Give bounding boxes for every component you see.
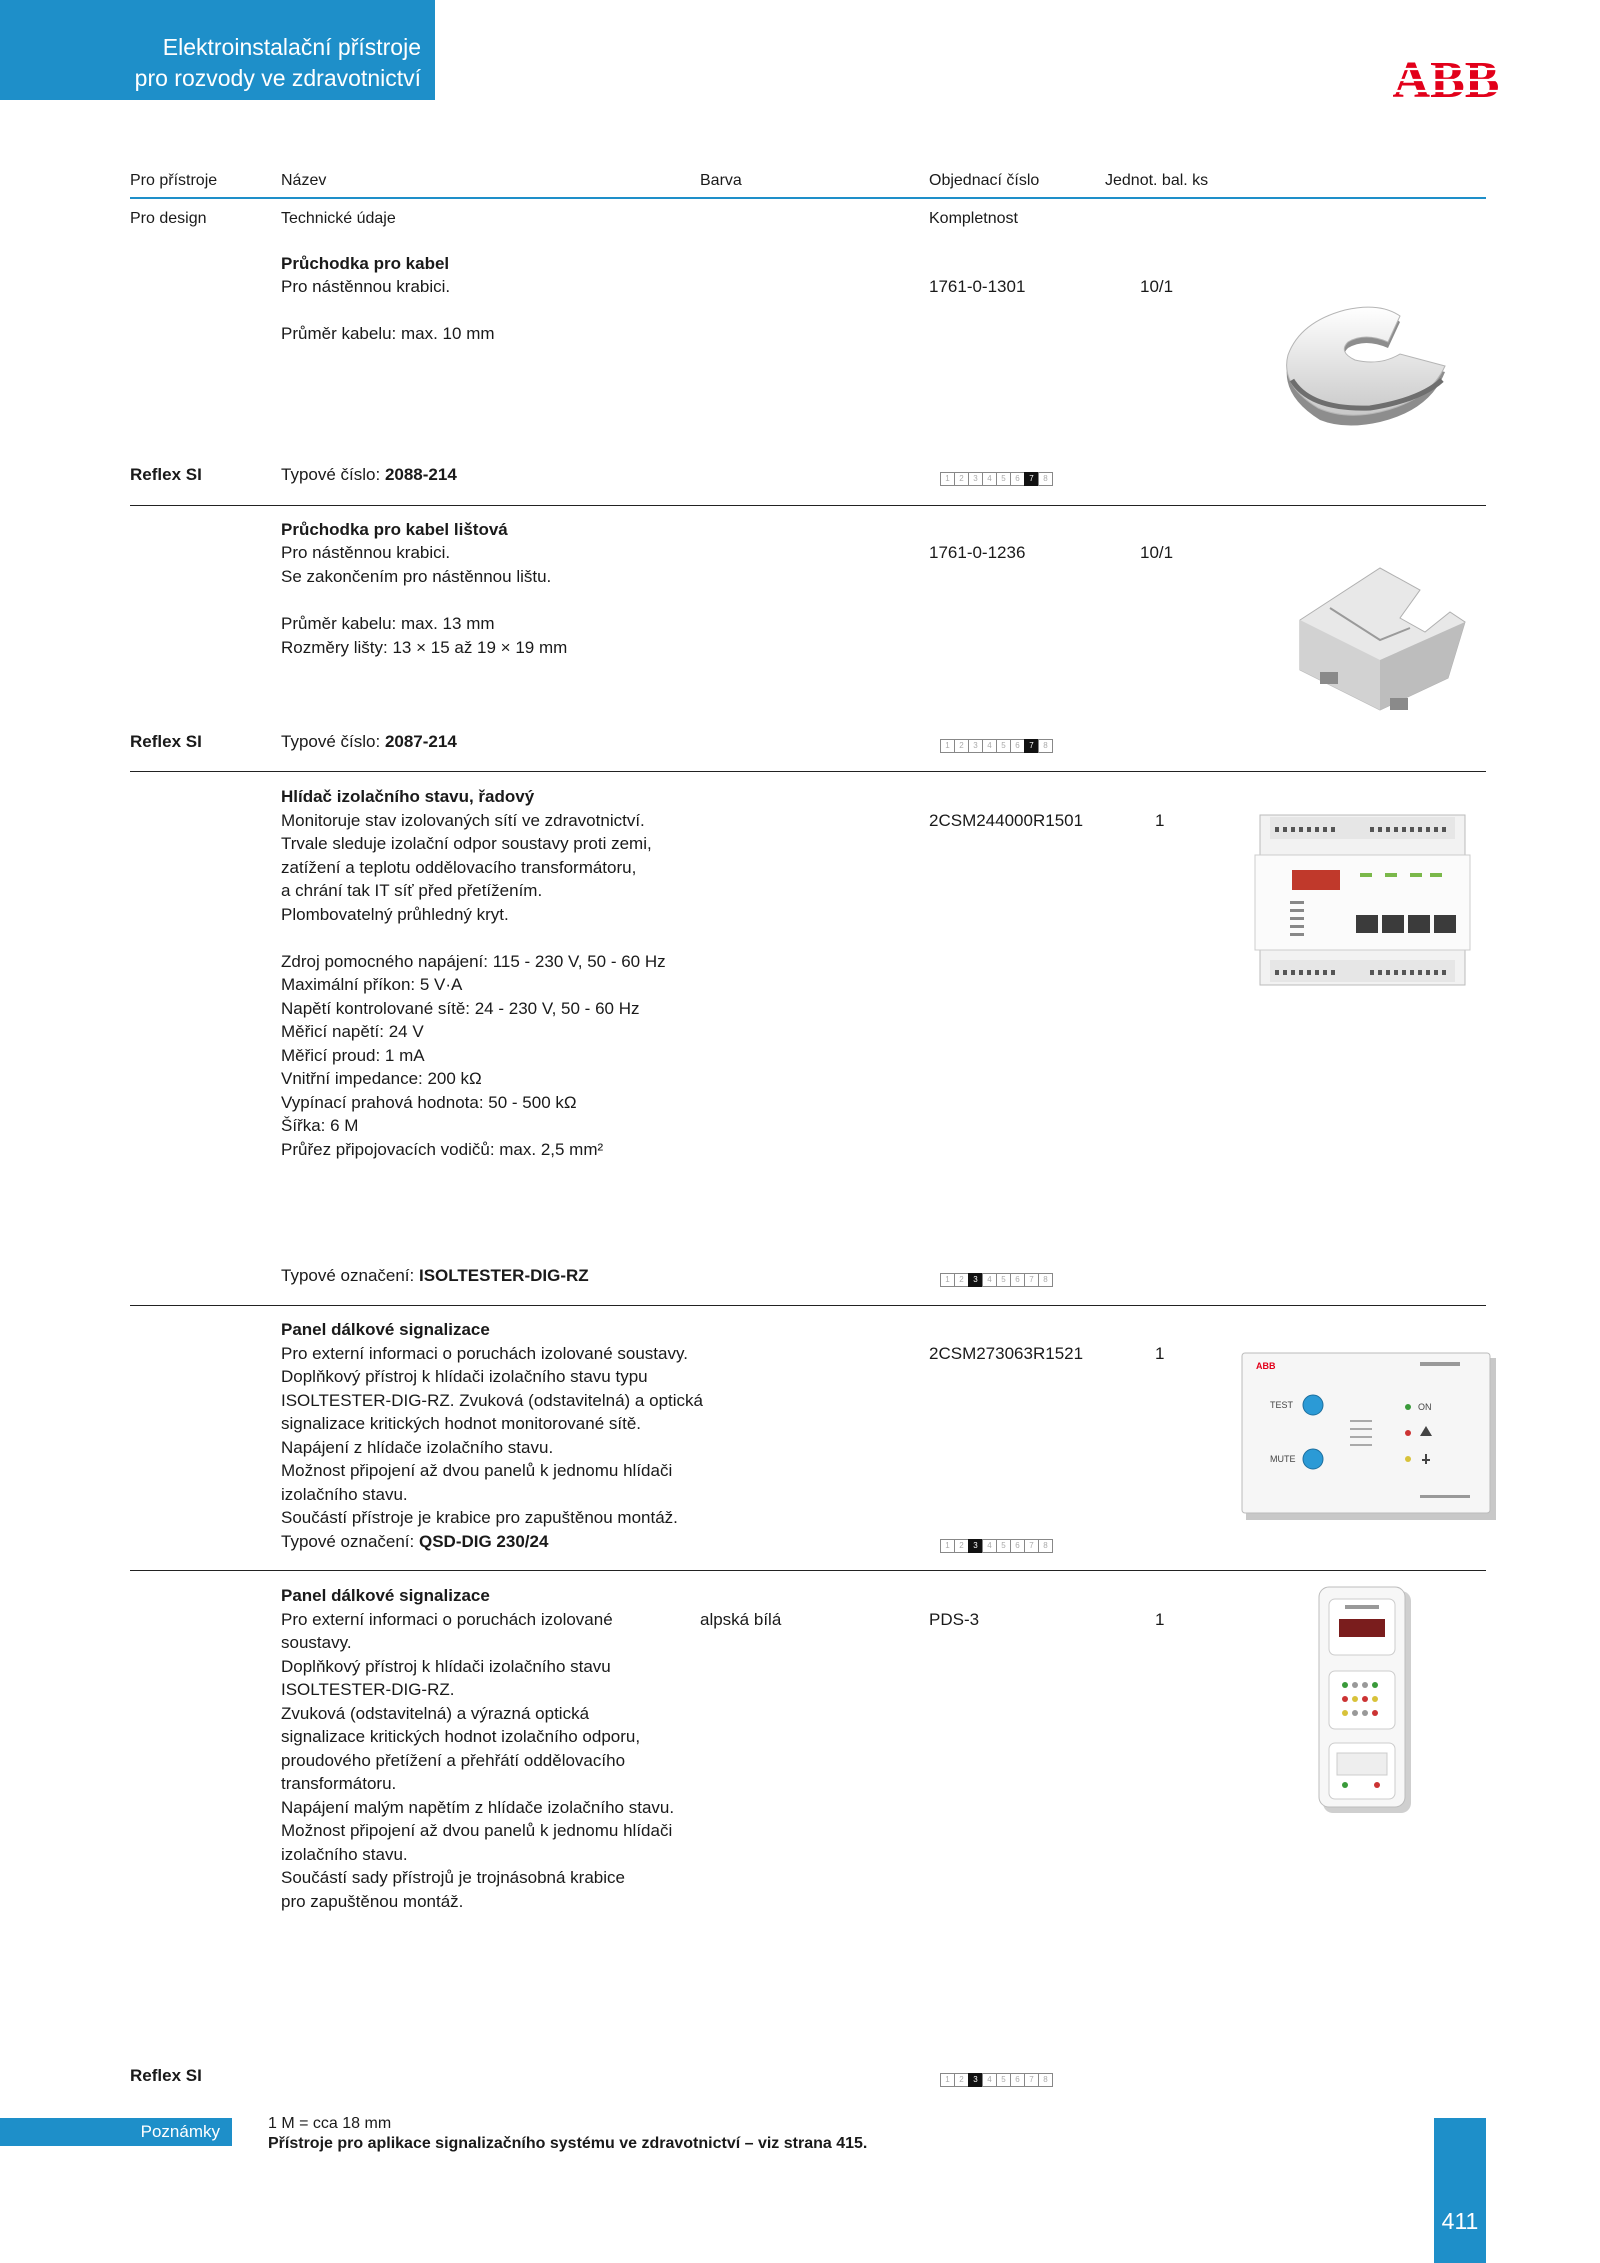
module-scale-cell: 3 [968,739,983,753]
module-scale-3 [940,1273,1052,1286]
remote-signal-panel-image [1240,1350,1500,1525]
product-5-desc: transformátoru. [281,1774,397,1793]
page-number-tab [1434,2118,1486,2263]
type-number-2: Typové číslo: 2087-214 [281,732,457,751]
module-scale-cell: 7 [1024,1539,1039,1553]
module-scale-cell: 6 [1010,1539,1025,1553]
module-scale-cell: 1 [940,739,955,753]
module-scale-cell: 5 [996,2073,1011,2087]
module-scale-cell: 2 [954,739,969,753]
product-2-desc: Průměr kabelu: max. 13 mm [281,614,495,633]
pds3-panel-image [1315,1585,1415,1815]
module-scale-cell: 2 [954,1539,969,1553]
product-4-pack: 1 [1155,1344,1165,1363]
module-scale-cell: 8 [1038,1273,1053,1287]
product-5-desc: Možnost připojení až dvou panelů k jednomu hlídači [281,1821,673,1840]
product-5-desc: Součástí sady přístrojů je trojnásobná krabice [281,1868,625,1887]
product-3-desc: Monitoruje stav izolovaných sítí ve zdravotnictví. [281,811,645,830]
module-scale-cell: 4 [982,739,997,753]
type-number-1: Typové číslo: 2088-214 [281,465,457,484]
module-scale-cell: 7 [1024,2073,1039,2087]
module-scale-cell: 5 [996,1539,1011,1553]
module-scale-cell: 1 [940,472,955,486]
svg-text:ABB: ABB [1392,55,1500,101]
module-scale-cell: 7 [1024,472,1039,486]
product-2-desc: Pro nástěnnou krabici. [281,543,451,562]
product-2-desc: Se zakončením pro nástěnnou lištu. [281,567,552,586]
module-scale-cell: 8 [1038,739,1053,753]
product-3-spec: Vypínací prahová hodnota: 50 - 500 kΩ [281,1093,577,1112]
product-5-desc: Napájení malým napětím z hlídače izolačního stavu. [281,1798,675,1817]
product-4-desc: ISOLTESTER-DIG-RZ. Zvuková (odstavitelná) a optická [281,1391,703,1410]
product-4-order-no: 2CSM273063R1521 [929,1344,1084,1363]
col-jednot-bal: Jednot. bal. ks [1105,172,1209,189]
section-divider [130,505,1486,506]
product-5-title: Panel dálkové signalizace [281,1586,490,1605]
product-3-order-no: 2CSM244000R1501 [929,811,1084,830]
product-2-pack: 10/1 [1140,543,1174,562]
product-3-spec: Měřicí proud: 1 mA [281,1046,425,1065]
product-3-desc: zatížení a teplotu oddělovacího transformátoru, [281,858,637,877]
product-5-desc: proudového přetížení a přehřátí oddělovacího [281,1751,626,1770]
header-title-line1: Elektroinstalační přístroje [162,34,421,60]
module-scale-5 [940,2073,1052,2086]
module-scale-cell: 6 [1010,1273,1025,1287]
module-scale-cell: 3 [968,472,983,486]
module-scale-cell: 7 [1024,739,1039,753]
product-4-desc: signalizace kritických hodnot monitorované sítě. [281,1414,642,1433]
module-scale-cell: 3 [968,1273,983,1287]
module-scale-cell: 3 [968,1539,983,1553]
product-5-desc: soustavy. [281,1633,352,1652]
module-scale-cell: 6 [1010,472,1025,486]
product-3-spec: Měřicí napětí: 24 V [281,1022,424,1041]
product-5-pack: 1 [1155,1610,1165,1629]
section-divider [130,1570,1486,1571]
col-pro-design: Pro design [130,210,207,227]
product-5-desc: Pro externí informaci o poruchách izolované [281,1610,613,1629]
product-4-desc: Napájení z hlídače izolačního stavu. [281,1438,554,1457]
notes-label: Poznámky [140,2122,220,2141]
module-scale-cell: 6 [1010,739,1025,753]
product-2-title: Průchodka pro kabel lištová [281,520,508,539]
col-pro-pristroje: Pro přístroje [130,172,218,189]
notes-label-bar [0,2118,232,2146]
module-scale-4 [940,1539,1052,1552]
product-3-spec: Zdroj pomocného napájení: 115 - 230 V, 50 - 60 Hz [281,952,666,971]
module-scale-cell: 4 [982,1539,997,1553]
module-scale-cell: 8 [1038,472,1053,486]
module-scale-cell: 8 [1038,1539,1053,1553]
product-1-pack: 10/1 [1140,277,1174,296]
product-3-desc: Trvale sleduje izolační odpor soustavy proti zemi, [281,834,652,853]
module-scale-cell: 2 [954,472,969,486]
abb-logo [1388,55,1504,101]
product-3-spec: Napětí kontrolované sítě: 24 - 230 V, 50 - 60 Hz [281,999,640,1018]
module-scale-cell: 1 [940,2073,955,2087]
section-divider [130,1305,1486,1306]
product-3-pack: 1 [1155,811,1165,830]
product-1-desc: Pro nástěnnou krabici. [281,277,451,296]
product-4-desc: Doplňkový přístroj k hlídači izolačního stavu typu [281,1367,648,1386]
cable-grommet-duct-image [1270,560,1470,715]
module-scale-cell: 8 [1038,2073,1053,2087]
product-5-desc: pro zapuštěnou montáž. [281,1892,464,1911]
col-objednaci-cislo: Objednací číslo [929,172,1040,189]
header-divider [130,197,1486,199]
module-scale-2 [940,739,1052,752]
module-scale-cell: 5 [996,472,1011,486]
col-technicke-udaje: Technické údaje [281,210,396,227]
type-designation-3: Typové označení: ISOLTESTER-DIG-RZ [281,1266,589,1285]
module-scale-cell: 4 [982,2073,997,2087]
product-1-title: Průchodka pro kabel [281,254,450,273]
notes-line-1: 1 M = cca 18 mm [268,2115,392,2132]
product-5-desc: Zvuková (odstavitelná) a výrazná optická [281,1704,590,1723]
header-title-line2: pro rozvody ve zdravotnictví [134,65,421,91]
design-label-2: Reflex SI [130,732,202,751]
module-scale-cell: 5 [996,739,1011,753]
svg-text:TEST: TEST [1270,1400,1294,1410]
header-banner [0,0,435,100]
product-4-desc: izolačního stavu. [281,1485,408,1504]
product-2-order-no: 1761-0-1236 [929,543,1026,562]
product-3-spec: Maximální příkon: 5 V·A [281,975,463,994]
product-5-order-no: PDS-3 [929,1610,980,1629]
page-number: 411 [1441,2208,1479,2234]
svg-text:MUTE: MUTE [1270,1454,1296,1464]
notes-line-2: Přístroje pro aplikace signalizačního systému ve zdravotnictví – viz strana 415. [268,2135,868,2152]
module-scale-cell: 4 [982,472,997,486]
product-1-order-no: 1761-0-1301 [929,277,1026,296]
module-scale-cell: 6 [1010,2073,1025,2087]
product-3-title: Hlídač izolačního stavu, řadový [281,787,535,806]
product-3-spec: Šířka: 6 M [281,1116,359,1135]
svg-text:ON: ON [1418,1402,1432,1412]
cable-grommet-image [1270,300,1470,435]
product-5-desc: izolačního stavu. [281,1845,408,1864]
module-scale-1 [940,472,1052,485]
product-3-desc: a chrání tak IT síť před přetížením. [281,881,543,900]
product-3-desc: Plombovatelný průhledný kryt. [281,905,509,924]
module-scale-cell: 3 [968,2073,983,2087]
col-nazev: Název [281,172,327,189]
product-2-desc: Rozměry lišty: 13 × 15 až 19 × 19 mm [281,638,568,657]
insulation-monitor-image [1250,805,1475,995]
col-barva: Barva [700,172,742,189]
col-kompletnost: Kompletnost [929,210,1018,227]
product-4-desc: Součástí přístroje je krabice pro zapuštěnou montáž. [281,1508,678,1527]
product-3-spec: Vnitřní impedance: 200 kΩ [281,1069,482,1088]
product-3-spec: Průřez připojovacích vodičů: max. 2,5 mm² [281,1140,604,1159]
module-scale-cell: 4 [982,1273,997,1287]
product-4-title: Panel dálkové signalizace [281,1320,490,1339]
module-scale-cell: 1 [940,1539,955,1553]
product-5-desc: signalizace kritických hodnot izolačního odporu, [281,1727,641,1746]
product-4-desc: Možnost připojení až dvou panelů k jednomu hlídači [281,1461,673,1480]
type-designation-4: Typové označení: QSD-DIG 230/24 [281,1532,549,1551]
product-5-desc: Doplňkový přístroj k hlídači izolačního stavu [281,1657,611,1676]
module-scale-cell: 2 [954,1273,969,1287]
product-4-desc: Pro externí informaci o poruchách izolované soustavy. [281,1344,688,1363]
module-scale-cell: 7 [1024,1273,1039,1287]
product-5-desc: ISOLTESTER-DIG-RZ. [281,1680,455,1699]
svg-text:ABB: ABB [1256,1361,1276,1371]
product-5-color: alpská bílá [700,1610,782,1629]
design-label-1: Reflex SI [130,465,202,484]
module-scale-cell: 2 [954,2073,969,2087]
module-scale-cell: 5 [996,1273,1011,1287]
section-divider [130,771,1486,772]
module-scale-cell: 1 [940,1273,955,1287]
product-1-desc: Průměr kabelu: max. 10 mm [281,324,495,343]
design-label-5: Reflex SI [130,2066,202,2085]
